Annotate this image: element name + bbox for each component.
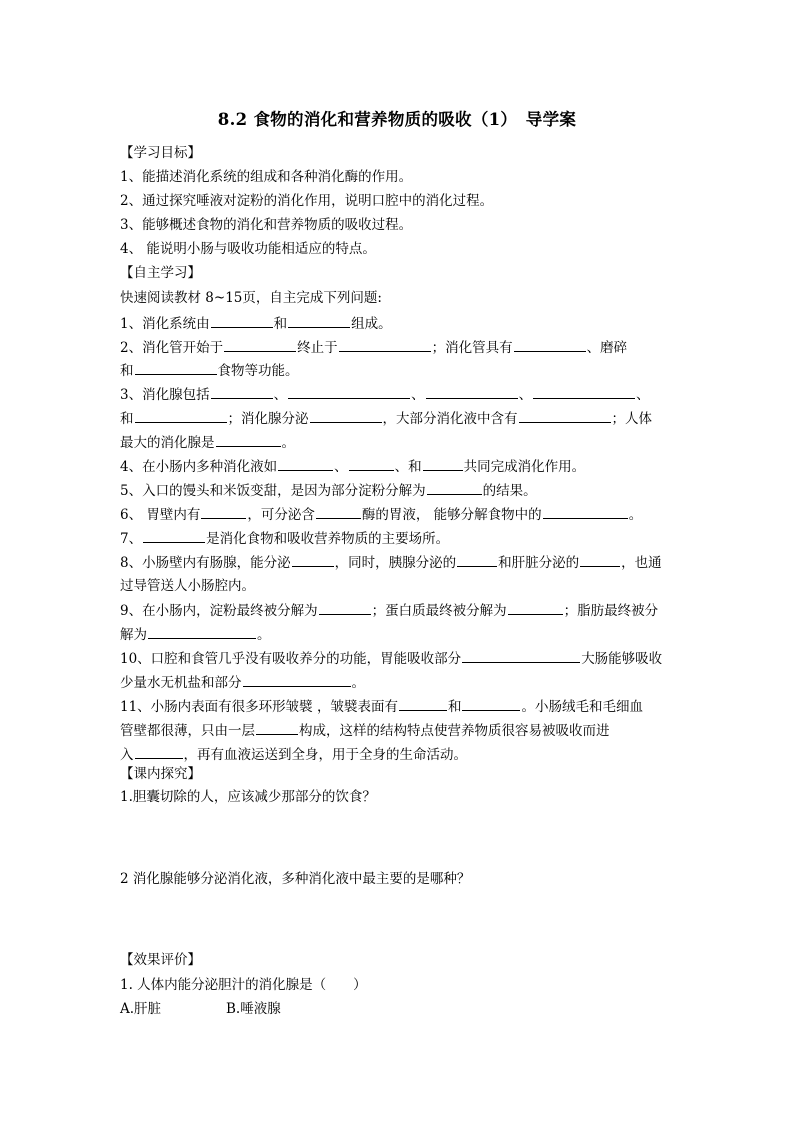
evaluation-heading: 【效果评价】 — [120, 952, 201, 968]
inquiry-question-2: 2 消化腺能够分泌消化液，多种消化液中最主要的是哪种？ — [120, 871, 471, 887]
question-10-line-2: 少量水无机盐和部分 。 — [120, 672, 365, 693]
question-3-line-2: 和 ；消化腺分泌 ，大部分消化液中含有 ；人体 — [120, 408, 652, 429]
fill-blank[interactable] — [288, 384, 410, 399]
question-9-line-2: 解为 。 — [120, 624, 271, 645]
fill-blank[interactable] — [288, 313, 350, 328]
question-11-line-1: 11、小肠内表面有很多环形皱襞 ，皱襞表面有 和 。小肠绒毛和毛细血 — [120, 696, 643, 717]
question-9-line-1: 9、在小肠内，淀粉最终被分解为 ；蛋白质最终被分解为 ；脂肪最终被分 — [120, 600, 658, 621]
question-10-line-1: 10、口腔和食管几乎没有吸收养分的功能，胃能吸收部分 大肠能够吸收 — [120, 648, 662, 669]
fill-blank[interactable] — [243, 672, 351, 687]
fill-blank[interactable] — [339, 337, 431, 352]
fill-blank[interactable] — [224, 337, 296, 352]
self-study-heading: 【自主学习】 — [120, 265, 201, 281]
question-11-line-3: 入 ，再有血液运送到全身，用于全身的生命活动。 — [120, 744, 467, 765]
fill-blank[interactable] — [423, 456, 463, 471]
self-study-intro: 快速阅读教材 8~15页，自主完成下列问题: — [120, 290, 382, 306]
evaluation-question-1: 1. 人体内能分泌胆汁的消化腺是（ ） — [120, 977, 367, 993]
question-7: 7、 是消化食物和吸收营养物质的主要场所。 — [120, 528, 449, 549]
fill-blank[interactable] — [462, 648, 580, 663]
fill-blank[interactable] — [508, 600, 563, 615]
fill-blank[interactable] — [319, 600, 371, 615]
question-5: 5、入口的馒头和米饭变甜，是因为部分淀粉分解为 的结果。 — [120, 480, 537, 501]
fill-blank[interactable] — [292, 552, 334, 567]
fill-blank[interactable] — [256, 720, 298, 735]
option-a: A.肝脏 — [120, 1001, 162, 1017]
page-title: 8.2 食物的消化和营养物质的吸收（1） 导学案 — [217, 110, 577, 129]
fill-blank[interactable] — [533, 384, 635, 399]
fill-blank[interactable] — [316, 504, 361, 519]
objective-item: 4、 能说明小肠与吸收功能相适应的特点。 — [120, 241, 376, 257]
fill-blank[interactable] — [310, 408, 382, 423]
question-4: 4、在小肠内多种消化液如 、 、和 共同完成消化作用。 — [120, 456, 585, 477]
fill-blank[interactable] — [135, 744, 183, 759]
fill-blank[interactable] — [278, 456, 333, 471]
fill-blank[interactable] — [543, 504, 628, 519]
evaluation-options — [120, 999, 281, 1019]
fill-blank[interactable] — [462, 696, 520, 711]
fill-blank[interactable] — [349, 456, 394, 471]
fill-blank[interactable] — [580, 552, 620, 567]
fill-blank[interactable] — [135, 360, 217, 375]
objectives-heading: 【学习目标】 — [120, 145, 201, 161]
question-8-line-1: 8、小肠壁内有肠腺，能分泌 ，同时，胰腺分泌的 和肝脏分泌的 ，也通 — [120, 552, 662, 573]
fill-blank[interactable] — [427, 480, 482, 495]
inquiry-question-1: 1.胆囊切除的人，应该减少那部分的饮食？ — [120, 789, 376, 805]
objective-item: 1、能描述消化系统的组成和各种消化酶的作用。 — [120, 169, 413, 185]
fill-blank[interactable] — [399, 696, 447, 711]
question-3-line-3: 最大的消化腺是 。 — [120, 432, 295, 453]
question-2-line-1: 2、消化管开始于 终止于 ；消化管具有 、磨碎 — [120, 337, 627, 358]
question-11-line-2: 管壁都很薄，只由一层 构成，这样的结构特点使营养物质很容易被吸收而进 — [120, 720, 610, 741]
fill-blank[interactable] — [143, 528, 205, 543]
objective-item: 2、通过探究唾液对淀粉的消化作用，说明口腔中的消化过程。 — [120, 193, 494, 209]
fill-blank[interactable] — [211, 313, 273, 328]
inquiry-heading: 【课内探究】 — [120, 766, 201, 782]
question-3-line-1: 3、消化腺包括 、 、 、 、 — [120, 384, 650, 405]
question-1: 1、消化系统由 和 组成。 — [120, 313, 392, 334]
objective-item: 3、能够概述食物的消化和营养物质的吸收过程。 — [120, 217, 413, 233]
fill-blank[interactable] — [216, 432, 281, 447]
question-8-line-2: 过导管送人小肠腔内。 — [120, 578, 255, 594]
fill-blank[interactable] — [426, 384, 518, 399]
fill-blank[interactable] — [201, 504, 246, 519]
question-2-line-2: 和 食物等功能。 — [120, 360, 299, 381]
fill-blank[interactable] — [135, 408, 227, 423]
fill-blank[interactable] — [514, 337, 586, 352]
option-b: B.唾液腺 — [226, 1001, 281, 1017]
fill-blank[interactable] — [211, 384, 273, 399]
fill-blank[interactable] — [148, 624, 256, 639]
fill-blank[interactable] — [457, 552, 497, 567]
question-6: 6、 胃壁内有 ，可分泌含 酶的胃液， 能够分解食物中的 。 — [120, 504, 642, 525]
fill-blank[interactable] — [519, 408, 611, 423]
